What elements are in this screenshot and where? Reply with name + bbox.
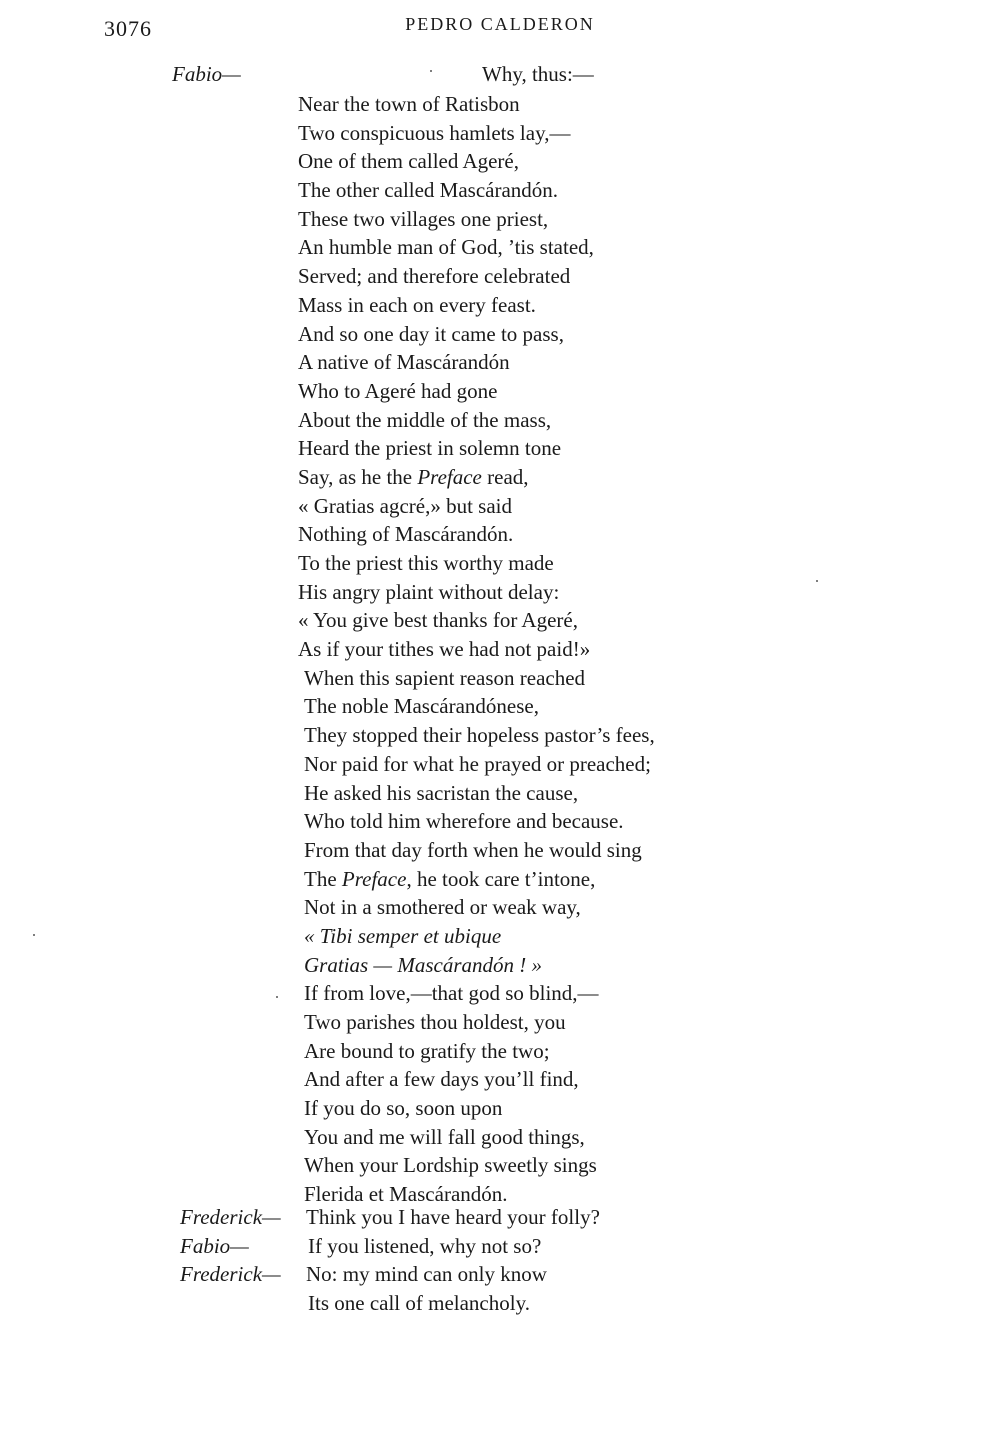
verse-line: He asked his sacristan the cause, bbox=[304, 780, 579, 805]
verse-line: Served; and therefore celebrated bbox=[298, 264, 571, 289]
verse-line: His angry plaint without delay: bbox=[298, 579, 560, 604]
dialogue-line bbox=[0, 1232, 1000, 1261]
verse-line: Who to Ageré had gone bbox=[298, 378, 498, 403]
verse-line: If from love,—that god so blind,— bbox=[304, 981, 599, 1006]
fabio-speech bbox=[298, 90, 858, 1209]
dialogue-text: Think you I have heard your folly? bbox=[306, 1205, 600, 1229]
scan-speck bbox=[430, 70, 432, 72]
page-number: 3076 bbox=[104, 16, 152, 41]
verse-line: These two villages one priest, bbox=[298, 206, 549, 231]
speaker-label-frederick: Frederick— bbox=[180, 1205, 281, 1229]
dialogue-line bbox=[0, 1260, 1000, 1289]
verse-text: Say, as he the bbox=[298, 464, 418, 489]
verse-line: Mass in each on every feast. bbox=[298, 292, 536, 317]
verse-line: A native of Mascárandón bbox=[298, 350, 510, 375]
verse-line: One of them called Ageré, bbox=[298, 149, 519, 174]
verse-text: The bbox=[304, 866, 342, 891]
verse-line: Near the town of Ratisbon bbox=[298, 92, 520, 116]
verse-line: The other called Mascárandón. bbox=[298, 178, 559, 203]
verse-line: From that day forth when he would sing bbox=[304, 837, 642, 862]
verse-line: Heard the priest in solemn tone bbox=[298, 436, 562, 461]
italic-word: Preface bbox=[341, 866, 407, 891]
verse-line: They stopped their hopeless pastor’s fees, bbox=[304, 723, 655, 748]
verse-line: An humble man of God, ’tis stated, bbox=[298, 235, 594, 260]
latin-verse-line: « Tibi semper et ubique bbox=[304, 923, 502, 948]
speaker-label-fabio: Fabio— bbox=[172, 62, 241, 86]
verse-line: Are bound to gratify the two; bbox=[304, 1038, 550, 1063]
verse-line: Flerida et Mascárandón. bbox=[304, 1182, 508, 1207]
dialogue-line bbox=[0, 1289, 1000, 1318]
verse-text: , he took care t’intone, bbox=[406, 866, 596, 891]
dialogue-text: Its one call of melancholy. bbox=[308, 1291, 530, 1316]
dialogue-exchange bbox=[0, 1203, 1000, 1318]
verse-line bbox=[298, 865, 858, 894]
running-title: PEDRO CALDERON bbox=[405, 14, 595, 34]
verse-line: When your Lordship sweetly sings bbox=[304, 1153, 597, 1178]
verse-line bbox=[298, 463, 858, 492]
scan-speck bbox=[276, 996, 278, 998]
verse-line-opening: Why, thus:— bbox=[482, 62, 594, 86]
verse-line: Who told him wherefore and because. bbox=[304, 809, 624, 834]
verse-line: Nothing of Mascárandón. bbox=[298, 522, 514, 547]
verse-line: When this sapient reason reached bbox=[304, 665, 586, 690]
verse-line: You and me will fall good things, bbox=[304, 1124, 585, 1149]
verse-line: About the middle of the mass, bbox=[298, 407, 552, 432]
verse-line: And after a few days you’ll find, bbox=[304, 1067, 579, 1092]
verse-line: Two conspicuous hamlets lay,— bbox=[298, 120, 571, 145]
dialogue-text: No: my mind can only know bbox=[306, 1262, 547, 1287]
verse-line: As if your tithes we had not paid!» bbox=[298, 637, 591, 662]
verse-line: « You give best thanks for Ageré, bbox=[298, 608, 578, 633]
latin-verse-line: Gratias — Mascárandón ! » bbox=[304, 952, 543, 977]
italic-word: Preface bbox=[417, 464, 482, 489]
verse-line: And so one day it came to pass, bbox=[298, 321, 564, 346]
verse-line: If you do so, soon upon bbox=[304, 1096, 503, 1121]
verse-line: « Gratias agcré,» but said bbox=[298, 493, 513, 518]
dialogue-line bbox=[0, 1203, 1000, 1232]
dialogue-text: If you listened, why not so? bbox=[308, 1233, 542, 1258]
verse-text: read, bbox=[481, 464, 529, 489]
verse-line: Two parishes thou holdest, you bbox=[304, 1010, 566, 1034]
scan-speck bbox=[33, 934, 35, 936]
verse-line: Nor paid for what he prayed or preached; bbox=[304, 751, 651, 776]
scan-speck bbox=[816, 580, 818, 582]
verse-line: To the priest this worthy made bbox=[298, 551, 554, 575]
verse-line: The noble Mascárandónese, bbox=[304, 694, 539, 719]
verse-line: Not in a smothered or weak way, bbox=[304, 895, 581, 920]
speaker-label-frederick: Frederick— bbox=[180, 1262, 281, 1287]
speaker-label-fabio: Fabio— bbox=[180, 1233, 249, 1258]
